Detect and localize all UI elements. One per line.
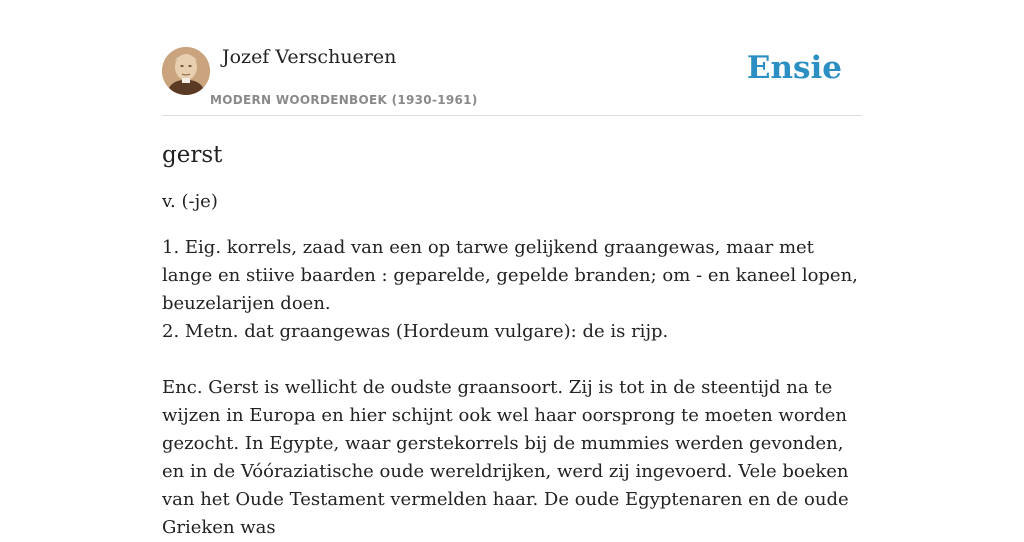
page [162,0,862,542]
ensie-logo[interactable]: Ensie [746,50,842,86]
source-name[interactable]: MODERN WOORDENBOEK (1930-1961) [210,93,478,107]
entry-definition [162,234,862,542]
entry-grammar: v. (-je) [162,191,218,212]
definition-sense-1: 1. Eig. korrels, zaad van een op tarwe gelijkend graangewas, maar met lange en stiive baarden : geparelde, gepelde branden; om - en kaneel lopen, beuzelarijen doen. [162,237,858,314]
definition-encyclopedic: Enc. Gerst is wellicht de oudste graansoort. Zij is tot in de steentijd na te wijzen in Europa en hier schijnt ook wel haar oorsprong te moeten worden gezocht. In Egypte, waar gerstekorrels bij de mummies werden gevonden, en in de Vóóraziatische oude wereldrijken, werd zij ingevoerd. Vele boeken van het Oude Testament vermelden haar. De oude Egyptenaren en de oude Grieken was [162,377,849,538]
avatar[interactable] [162,47,210,95]
author-name[interactable]: Jozef Verschueren [222,46,397,68]
header [162,0,862,116]
entry-term: gerst [162,142,223,168]
definition-sense-2: 2. Metn. dat graangewas (Hordeum vulgare): de is rijp. [162,321,669,342]
author-portrait-icon [162,47,210,95]
